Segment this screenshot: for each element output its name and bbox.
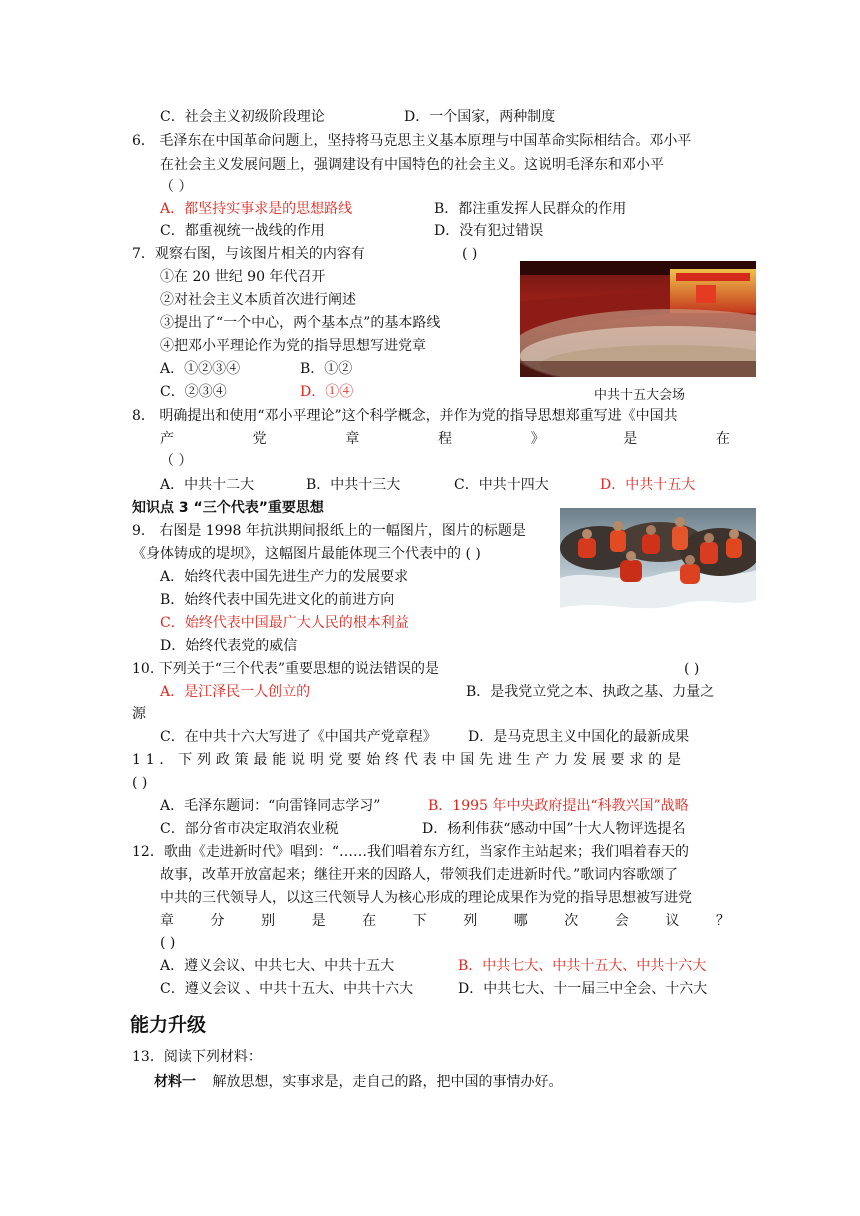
q7-item-1: ①在 20 世纪 90 年代召开 xyxy=(160,269,326,285)
q8-stem-line2 xyxy=(160,428,730,450)
q8-word: 产 xyxy=(160,431,174,447)
q8-option-a: A．中共十二大 xyxy=(160,477,255,493)
q7-item-2: ②对社会主义本质首次进行阐述 xyxy=(160,292,356,308)
q8-word: 》 xyxy=(530,431,545,447)
q7-item-4: ④把邓小平理论作为党的指导思想写进党章 xyxy=(160,338,426,354)
q8-word: 是 xyxy=(623,431,638,447)
q12-word: 次 xyxy=(564,913,579,929)
q8-option-b: B．中共十三大 xyxy=(306,477,401,493)
q8-word: 程 xyxy=(437,431,452,447)
q7-item-3: ③提出了“一个中心，两个基本点”的基本路线 xyxy=(160,315,441,331)
q12-word: 分 xyxy=(210,913,225,929)
q6-option-b: B．都注重发挥人民群众的作用 xyxy=(434,201,627,217)
q12-word: 议 xyxy=(665,913,680,929)
q12-option-d: D．中共七大、十一届三中全会、十六大 xyxy=(458,981,708,997)
congress-hall-caption: 中共十五大会场 xyxy=(594,388,686,403)
q12-word: 章 xyxy=(160,913,174,929)
q13-stem: 13．阅读下列材料： xyxy=(132,1049,262,1065)
material-1-text: 解放思想，实事求是，走自己的路，把中国的事情办好。 xyxy=(212,1074,563,1090)
q6-stem-line2: 在社会主义发展问题上，强调建设有中国特色的社会主义。这说明毛泽东和邓小平 xyxy=(160,157,664,173)
q11-stem: 11．下列政策最能说明党要始终代表中国先进生产力发展要求的是 xyxy=(132,752,686,768)
q9-stem-line1: 9． 右图是 1998 年抗洪期间报纸上的一幅图片，图片的标题是 xyxy=(132,523,526,539)
q6-option-d: D．没有犯过错误 xyxy=(434,223,544,239)
q12-paren: ( ) xyxy=(160,935,176,951)
q12-word: 别 xyxy=(261,913,276,929)
q10-option-b-continued: 源 xyxy=(132,706,146,722)
q12-option-a: A．遵义会议、中共七大、中共十五大 xyxy=(160,958,395,974)
q12-option-c: C．遵义会议 、中共十五大、中共十六大 xyxy=(160,981,414,997)
q11-option-b: B．1995 年中央政府提出“科教兴国”战略 xyxy=(428,798,689,814)
q12-stem-line4 xyxy=(160,910,730,932)
q10-option-c: C．在中共十六大写进了《中国共产党章程》 xyxy=(160,729,437,745)
q8-option-c: C．中共十四大 xyxy=(454,477,549,493)
knowledge-point-3-title: 知识点 3 “三个代表”重要思想 xyxy=(132,500,324,516)
q7-option-c: C．②③④ xyxy=(160,384,227,400)
q6-paren: （ ） xyxy=(160,179,193,195)
q10-option-b: B．是我党立党之本、执政之基、力量之 xyxy=(466,684,715,700)
q11-option-d: D．杨利伟获“感动中国”十大人物评选提名 xyxy=(422,821,686,837)
q8-word: 在 xyxy=(715,431,730,447)
q8-stem-line1: 8． 明确提出和使用“邓小平理论”这个科学概念，并作为党的指导思想郑重写进《中国共 xyxy=(132,408,678,424)
q5-option-c: C．社会主义初级阶段理论 xyxy=(160,109,325,125)
q10-option-d: D．是马克思主义中国化的最新成果 xyxy=(468,729,690,745)
q6-option-a: A．都坚持实事求是的思想路线 xyxy=(160,201,353,217)
q10-paren: ( ) xyxy=(684,661,700,677)
q13-material-1 xyxy=(154,1071,562,1093)
q6-stem-line1: 6． 毛泽东在中国革命问题上，坚持将马克思主义基本原理与中国革命实际相结合。邓小平 xyxy=(132,133,692,149)
q10-option-a: A．是江泽民一人创立的 xyxy=(160,684,311,700)
q12-word: 会 xyxy=(614,913,629,929)
q9-option-a: A．始终代表中国先进生产力的发展要求 xyxy=(160,569,409,585)
q8-word: 党 xyxy=(252,431,267,447)
q12-word: 是 xyxy=(311,913,326,929)
q12-option-b: B．中共七大、中共十五大、中共十六大 xyxy=(458,958,707,974)
q6-option-c: C．都重视统一战线的作用 xyxy=(160,223,325,239)
congress-hall-photo xyxy=(520,261,756,377)
material-1-label: 材料一 xyxy=(154,1074,196,1090)
q9-stem-line2: 《身体铸成的堤坝》，这幅图片最能体现三个代表中的 ( ) xyxy=(132,546,481,562)
q12-word: 在 xyxy=(362,913,377,929)
q8-word: 章 xyxy=(345,431,360,447)
q11-option-a: A．毛泽东题词：“向雷锋同志学习” xyxy=(160,798,381,814)
section-heading: 能力升级 xyxy=(130,1014,207,1036)
flood-dam-photo xyxy=(560,508,756,638)
q9-option-c: C．始终代表中国最广大人民的根本利益 xyxy=(160,615,409,631)
q12-stem-line2: 故事，改革开放富起来；继往开来的因路人，带领我们走进新时代。”歌词内容歌颂了 xyxy=(160,867,679,883)
q12-word: 哪 xyxy=(513,913,528,929)
q7-option-b: B．①② xyxy=(300,361,353,377)
q12-stem-line3: 中共的三代领导人，以这三代领导人为核心形成的理论成果作为党的指导思想被写进党 xyxy=(160,890,692,906)
q7-paren: ( ) xyxy=(462,246,478,262)
q11-paren: ( ) xyxy=(132,775,148,791)
q7-option-a: A．①②③④ xyxy=(160,361,241,377)
q10-stem: 10. 下列关于“三个代表”重要思想的说法错误的是 xyxy=(132,661,440,677)
q12-word: ？ xyxy=(715,913,730,929)
q5-option-d: D．一个国家，两种制度 xyxy=(404,109,556,125)
q12-stem-line1: 12．歌曲《走进新时代》唱到：“……我们唱着东方红，当家作主站起来；我们唱着春天的 xyxy=(132,844,689,860)
q8-paren: （ ） xyxy=(160,453,193,469)
q12-word: 列 xyxy=(463,913,478,929)
q9-option-d: D．始终代表党的威信 xyxy=(160,638,298,654)
q7-stem: 7．观察右图，与该图片相关的内容有 xyxy=(132,246,365,262)
q12-word: 下 xyxy=(412,913,427,929)
q7-option-d: D．①④ xyxy=(300,384,354,400)
q11-option-c: C．部分省市决定取消农业税 xyxy=(160,821,339,837)
q8-option-d: D．中共十五大 xyxy=(600,477,696,493)
q9-option-b: B．始终代表中国先进文化的前进方向 xyxy=(160,592,395,608)
